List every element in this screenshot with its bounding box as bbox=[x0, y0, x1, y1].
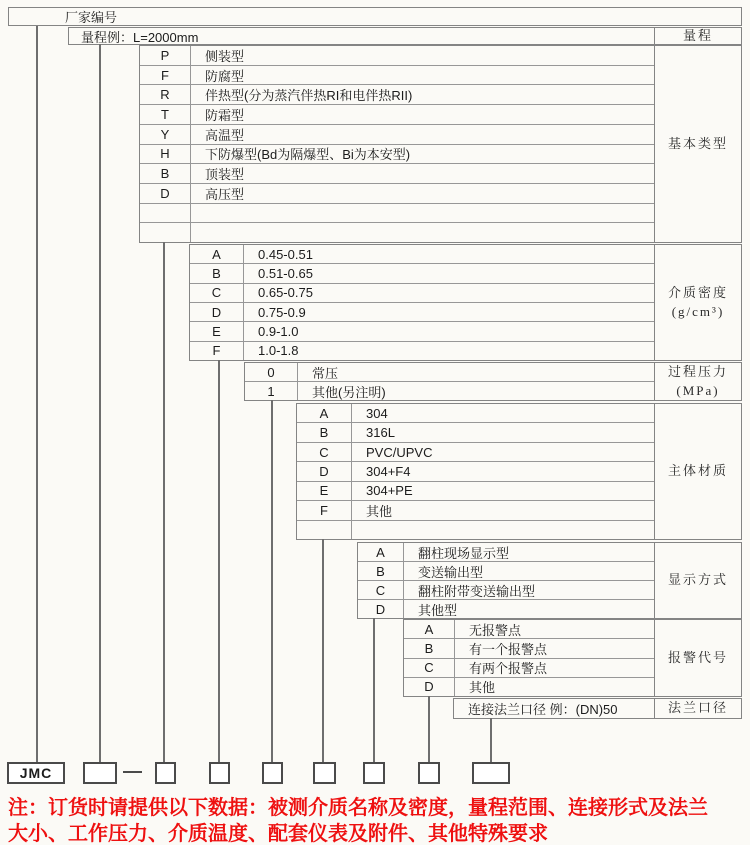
desc-cell: 侧装型 bbox=[205, 48, 245, 64]
code-cell: 0 bbox=[245, 363, 298, 381]
section-display-mode bbox=[357, 542, 742, 619]
connector-line-alarm-code bbox=[428, 696, 430, 762]
section-range bbox=[68, 27, 742, 45]
table-row bbox=[358, 599, 654, 618]
table-row bbox=[297, 520, 654, 539]
desc-cell: 翻柱现场显示型 bbox=[418, 545, 510, 561]
desc-cell: 变送输出型 bbox=[418, 564, 484, 580]
desc-cell: 防霜型 bbox=[205, 107, 245, 123]
table-row bbox=[358, 580, 654, 599]
table-row bbox=[190, 341, 654, 360]
range-example-text: 量程例：L=2000mm bbox=[81, 29, 199, 44]
section-label-process-pressure bbox=[654, 363, 741, 400]
table-row bbox=[297, 500, 654, 519]
table-row bbox=[140, 46, 654, 65]
table-row bbox=[190, 245, 654, 263]
table-row bbox=[190, 283, 654, 302]
desc-cell: 304+PE bbox=[366, 483, 413, 499]
code-cell bbox=[140, 204, 191, 223]
code-separator-dash bbox=[123, 771, 142, 773]
table-row bbox=[190, 321, 654, 340]
section-label-flange-size bbox=[654, 699, 741, 718]
connector-line-medium-density bbox=[218, 360, 220, 762]
section-label-text: 过程压力 bbox=[667, 363, 728, 379]
desc-cell: 顶装型 bbox=[205, 167, 245, 183]
desc-cell: 0.9-1.0 bbox=[258, 323, 299, 339]
code-cell: C bbox=[358, 581, 404, 599]
factory-code-label: 厂家编号 bbox=[65, 10, 118, 25]
code-cell: T bbox=[140, 105, 191, 124]
table-row bbox=[297, 461, 654, 480]
connector-line-flange-size bbox=[490, 718, 492, 762]
desc-cell: 0.65-0.75 bbox=[258, 285, 313, 301]
section-label-text: 主体材质 bbox=[667, 463, 728, 479]
table-row bbox=[297, 481, 654, 500]
desc-cell: 其他型 bbox=[418, 602, 458, 618]
code-cell: C bbox=[297, 443, 352, 461]
connector-line-body-material bbox=[322, 539, 324, 762]
code-cell bbox=[140, 223, 191, 242]
code-cell: D bbox=[404, 678, 455, 696]
ordering-note bbox=[8, 795, 750, 845]
code-box-basic-type bbox=[155, 762, 176, 784]
desc-cell: 其他 bbox=[469, 680, 496, 696]
desc-cell: 304 bbox=[366, 405, 388, 421]
table-row bbox=[140, 104, 654, 124]
code-cell: F bbox=[140, 66, 191, 85]
desc-cell: 0.75-0.9 bbox=[258, 304, 306, 320]
code-cell: E bbox=[190, 322, 244, 340]
table-row bbox=[404, 620, 654, 638]
section-basic-type bbox=[139, 45, 742, 243]
section-alarm-code bbox=[403, 619, 742, 697]
desc-cell: 1.0-1.8 bbox=[258, 343, 299, 359]
table-row bbox=[454, 699, 654, 718]
code-cell: C bbox=[404, 659, 455, 677]
code-cell: Y bbox=[140, 125, 191, 144]
desc-cell: 0.51-0.65 bbox=[258, 265, 313, 281]
desc-cell: 0.45-0.51 bbox=[258, 246, 313, 262]
section-label-unit: (g/cm³) bbox=[671, 303, 725, 319]
code-cell: A bbox=[190, 245, 244, 263]
section-label-range bbox=[654, 28, 741, 44]
section-label-alarm-code bbox=[654, 620, 741, 696]
code-box-display-mode bbox=[363, 762, 385, 784]
connector-line-factory bbox=[36, 26, 38, 762]
code-cell bbox=[297, 521, 352, 539]
section-label-text: 报警代号 bbox=[667, 649, 728, 665]
desc-cell: 常压 bbox=[312, 365, 339, 381]
table-row bbox=[297, 442, 654, 461]
code-cell: E bbox=[297, 482, 352, 500]
section-label-basic-type bbox=[654, 46, 741, 242]
table-row bbox=[245, 381, 654, 400]
code-box-medium-density bbox=[209, 762, 230, 784]
ordering-note-line2: 大小、工作压力、介质温度、配套仪表及附件、其他特殊要求 bbox=[8, 823, 548, 845]
code-box-body-material bbox=[313, 762, 336, 784]
code-cell: B bbox=[404, 639, 455, 657]
code-cell: C bbox=[190, 284, 244, 302]
model-prefix-box bbox=[7, 762, 65, 784]
code-cell: A bbox=[404, 620, 455, 638]
table-row bbox=[245, 363, 654, 381]
desc-cell bbox=[191, 204, 654, 223]
code-box-range bbox=[83, 762, 117, 784]
code-cell: F bbox=[190, 342, 244, 360]
table-row bbox=[190, 302, 654, 321]
section-medium-density bbox=[189, 244, 742, 361]
desc-cell bbox=[352, 521, 654, 539]
code-cell: D bbox=[358, 600, 404, 618]
code-box-process-pressure bbox=[262, 762, 283, 784]
code-cell: B bbox=[140, 164, 191, 183]
code-box-alarm-code bbox=[418, 762, 440, 784]
table-row bbox=[69, 28, 654, 44]
code-cell: P bbox=[140, 46, 191, 65]
code-cell: B bbox=[190, 264, 244, 282]
table-row bbox=[140, 222, 654, 242]
table-row bbox=[404, 638, 654, 657]
code-cell: D bbox=[140, 184, 191, 203]
desc-cell: 翻柱附带变送输出型 bbox=[418, 583, 536, 599]
connector-line-range bbox=[99, 44, 101, 762]
desc-cell: 高压型 bbox=[205, 186, 245, 202]
section-label-text: 量程 bbox=[682, 27, 713, 43]
connector-line-basic-type bbox=[163, 242, 165, 762]
table-row bbox=[140, 183, 654, 203]
table-row bbox=[140, 84, 654, 104]
section-flange-size bbox=[453, 698, 742, 719]
table-row bbox=[358, 561, 654, 580]
desc-cell: 有两个报警点 bbox=[469, 661, 548, 677]
section-label-display-mode bbox=[654, 543, 741, 618]
table-row bbox=[140, 124, 654, 144]
code-cell: B bbox=[358, 562, 404, 580]
table-row bbox=[404, 658, 654, 677]
desc-cell: 其他 bbox=[366, 503, 393, 519]
section-label-text: 介质密度 bbox=[667, 284, 728, 300]
table-row bbox=[190, 263, 654, 282]
section-body-material bbox=[296, 403, 742, 540]
section-label-unit: (MPa) bbox=[676, 382, 720, 398]
desc-cell: 高温型 bbox=[205, 127, 245, 143]
table-row bbox=[140, 203, 654, 223]
desc-cell: 304+F4 bbox=[366, 463, 411, 479]
desc-cell: 伴热型(分为蒸汽伴热RI和电伴热RII) bbox=[205, 88, 413, 104]
desc-cell: 防腐型 bbox=[205, 68, 245, 84]
desc-cell: 有一个报警点 bbox=[469, 641, 548, 657]
connector-line-process-pressure bbox=[271, 400, 273, 762]
connector-line-display-mode bbox=[373, 618, 375, 762]
factory-code-box bbox=[8, 7, 742, 26]
desc-cell: 其他(另注明) bbox=[312, 384, 386, 400]
desc-cell: 下防爆型(Bd为隔爆型、Bi为本安型) bbox=[205, 147, 411, 163]
section-process-pressure bbox=[244, 362, 742, 401]
code-cell: H bbox=[140, 145, 191, 164]
section-label-text: 基本类型 bbox=[667, 135, 728, 151]
table-row bbox=[140, 65, 654, 85]
ordering-note-line1: 注：订货时请提供以下数据：被测介质名称及密度，量程范围、连接形式及法兰 bbox=[8, 797, 708, 819]
code-cell: F bbox=[297, 501, 352, 519]
code-cell: A bbox=[358, 543, 404, 561]
code-cell: A bbox=[297, 404, 352, 422]
desc-cell bbox=[191, 223, 654, 242]
model-prefix-text: JMC bbox=[19, 765, 53, 781]
code-cell: B bbox=[297, 423, 352, 441]
table-row bbox=[404, 677, 654, 696]
table-row bbox=[297, 404, 654, 422]
desc-cell: 无报警点 bbox=[469, 622, 522, 638]
section-label-body-material bbox=[654, 404, 741, 539]
table-row bbox=[140, 163, 654, 183]
flange-size-text: 连接法兰口径 例：(DN)50 bbox=[468, 702, 618, 717]
code-cell: R bbox=[140, 85, 191, 104]
code-cell: D bbox=[190, 303, 244, 321]
table-row bbox=[358, 543, 654, 561]
code-box-flange-size bbox=[472, 762, 510, 784]
section-label-medium-density bbox=[654, 245, 741, 360]
desc-cell: PVC/UPVC bbox=[366, 444, 433, 460]
code-cell: D bbox=[297, 462, 352, 480]
desc-cell: 316L bbox=[366, 425, 395, 441]
section-label-text: 法兰口径 bbox=[667, 700, 728, 716]
table-row bbox=[297, 422, 654, 441]
table-row bbox=[140, 144, 654, 164]
code-cell: 1 bbox=[245, 382, 298, 400]
section-label-text: 显示方式 bbox=[667, 572, 728, 588]
